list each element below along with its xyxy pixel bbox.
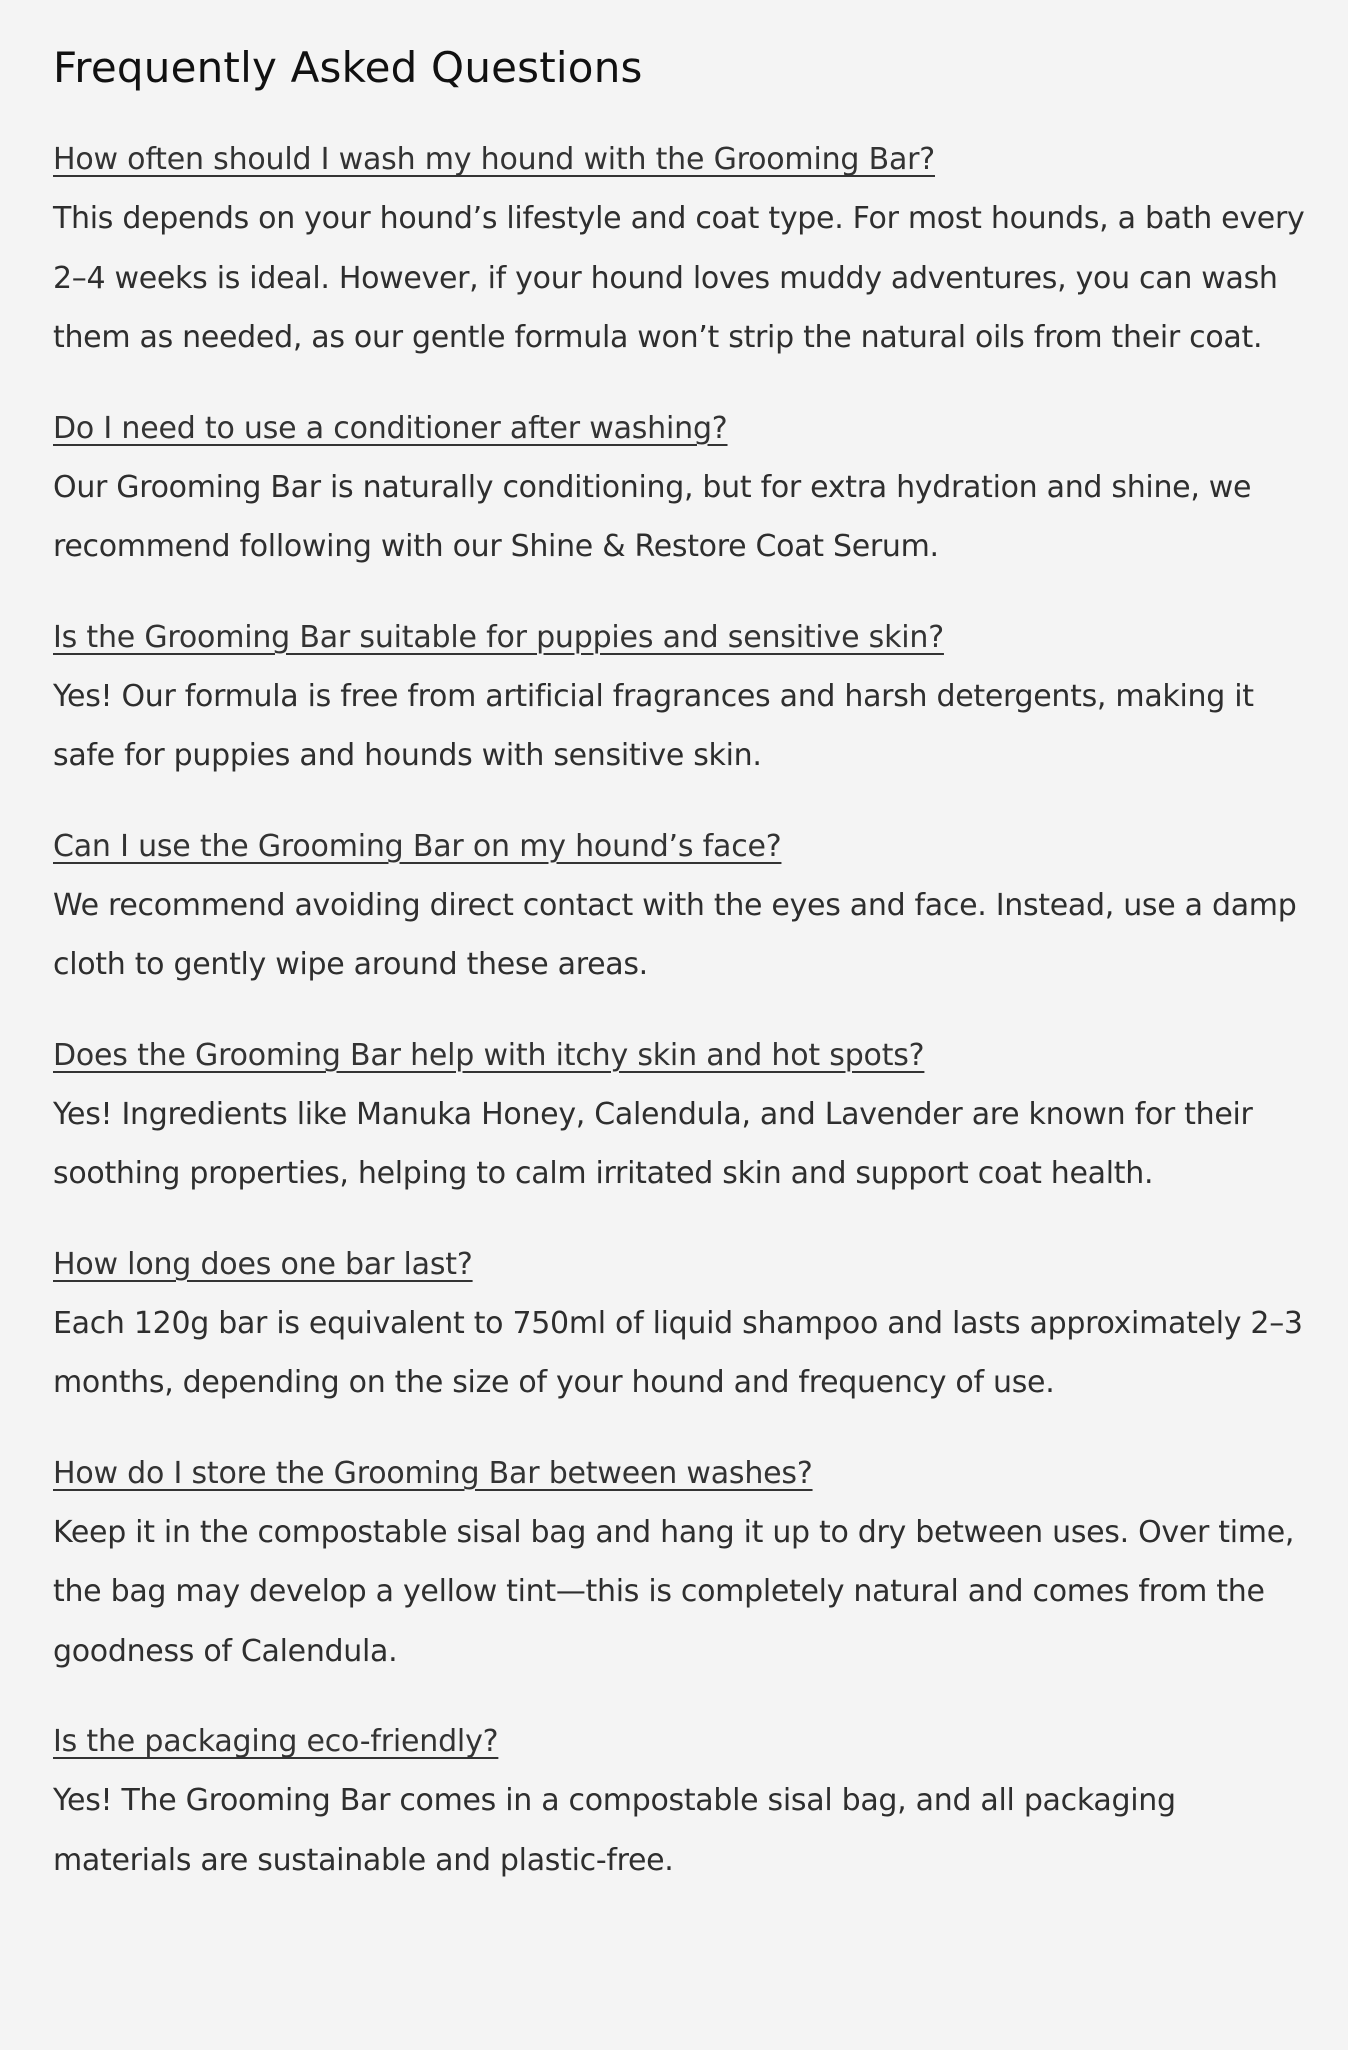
faq-item — [53, 1235, 1313, 1413]
faq-list — [53, 130, 1313, 1890]
faq-question-row — [53, 817, 1313, 876]
faq-question-link[interactable]: Does the Grooming Bar help with itchy skin and hot spots? — [53, 1037, 925, 1073]
faq-question-row — [53, 1444, 1313, 1503]
faq-question-row — [53, 130, 1313, 189]
faq-item — [53, 1026, 1313, 1204]
faq-question-link[interactable]: Do I need to use a conditioner after washing? — [53, 410, 728, 446]
faq-answer: Yes! Our formula is free from artificial fragrances and harsh detergents, making it safe for puppies and hounds with sensitive skin. — [53, 678, 1254, 773]
faq-answer: Yes! Ingredients like Manuka Honey, Calendula, and Lavender are known for their soothing properties, helping to calm irritated skin and support coat health. — [53, 1096, 1253, 1191]
page-title: Frequently Asked Questions — [53, 43, 643, 92]
faq-answer: This depends on your hound’s lifestyle and coat type. For most hounds, a bath every 2–4 weeks is ideal. However, if your hound loves muddy adventures, you can wash them as needed, as our gentle formula won’t strip the natural oils from their coat. — [53, 201, 1305, 355]
faq-item — [53, 130, 1313, 368]
faq-item — [53, 1712, 1313, 1890]
faq-question-link[interactable]: How often should I wash my hound with the Grooming Bar? — [53, 142, 935, 177]
faq-answer: Keep it in the compostable sisal bag and hang it up to dry between uses. Over time, the bag may develop a yellow tint—this is completely natural and comes from the goodness of Calendula. — [53, 1514, 1295, 1669]
faq-question-row — [53, 1235, 1313, 1294]
faq-answer: We recommend avoiding direct contact with the eyes and face. Instead, use a damp cloth to gently wipe around these areas. — [53, 887, 1297, 982]
faq-question-row — [53, 1026, 1313, 1085]
faq-question-row — [53, 1712, 1313, 1771]
faq-item — [53, 817, 1313, 995]
faq-question-row — [53, 608, 1313, 667]
faq-item — [53, 399, 1313, 577]
faq-question-link[interactable]: Is the packaging eco-friendly? — [53, 1724, 499, 1759]
faq-question-link[interactable]: Can I use the Grooming Bar on my hound’s face? — [53, 828, 782, 864]
faq-section — [53, 0, 1313, 1921]
faq-item — [53, 1444, 1313, 1682]
faq-answer: Yes! The Grooming Bar comes in a compostable sisal bag, and all packaging materials are sustainable and plastic-free. — [53, 1783, 1176, 1878]
faq-answer: Our Grooming Bar is naturally conditioning, but for extra hydration and shine, we recommend following with our Shine & Restore Coat Serum. — [53, 469, 1252, 564]
faq-item — [53, 608, 1313, 786]
faq-question-link[interactable]: How long does one bar last? — [53, 1246, 473, 1282]
faq-answer: Each 120g bar is equivalent to 750ml of liquid shampoo and lasts approximately 2–3 months, depending on the size of your hound and frequency of use. — [53, 1305, 1303, 1400]
faq-question-link[interactable]: Is the Grooming Bar suitable for puppies and sensitive skin? — [53, 619, 944, 655]
faq-question-link[interactable]: How do I store the Grooming Bar between washes? — [53, 1455, 813, 1491]
faq-question-row — [53, 399, 1313, 458]
